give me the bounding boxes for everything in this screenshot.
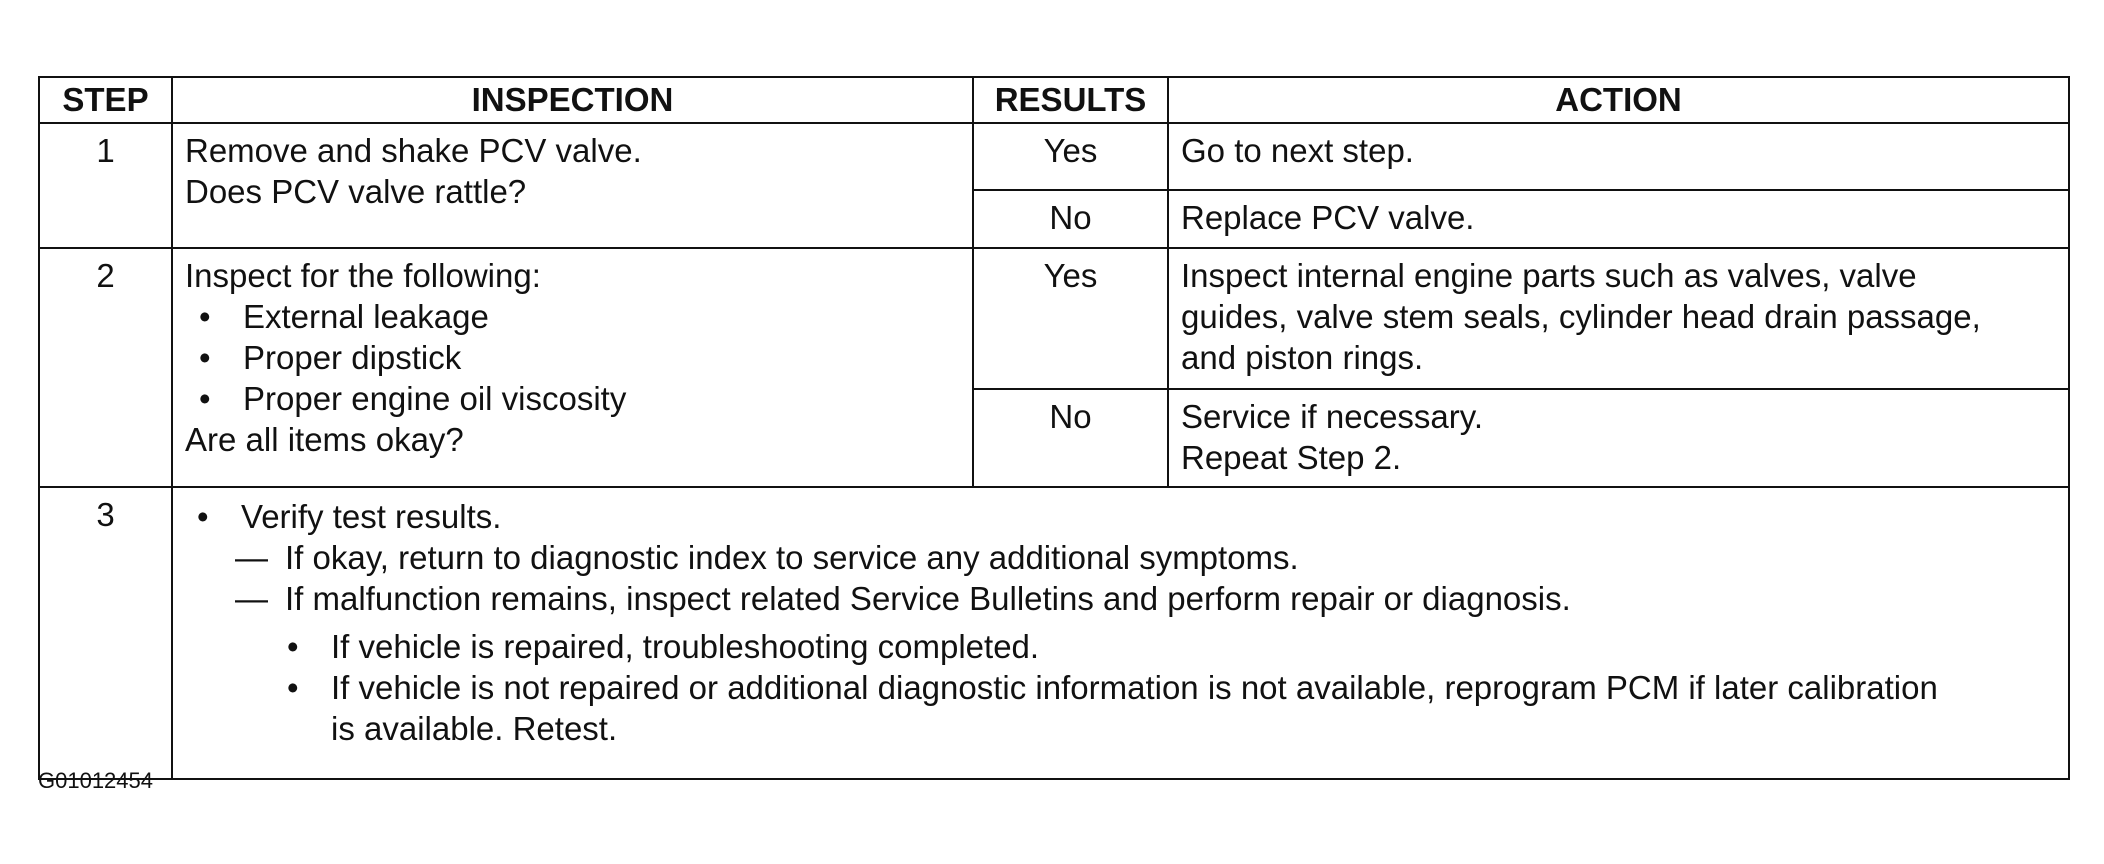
inspection-text: Inspect for the following: [185, 257, 541, 294]
header-action: ACTION [1168, 77, 2069, 123]
sub-bullet-item: • If vehicle is repaired, troubleshooting completed. [173, 626, 2058, 667]
dash-glyph: — [235, 580, 268, 617]
action-text: Service if necessary. [1181, 398, 1483, 435]
action-cell [1168, 389, 2069, 487]
action-cell [1168, 123, 2069, 190]
step3-cell [172, 487, 2069, 779]
step3-content [173, 488, 2068, 759]
verify-bullet: • Verify test results. [173, 496, 2058, 537]
header-step: STEP [39, 77, 172, 123]
inspection-cell [172, 248, 973, 487]
diagnostic-table [38, 76, 2070, 780]
list-item: • Proper engine oil viscosity [185, 378, 962, 419]
table-header-row [39, 77, 2069, 123]
action-text: Go to next step. [1181, 132, 1414, 169]
step-number: 3 [39, 487, 172, 779]
dash-text: If malfunction remains, inspect related Service Bulletins and perform repair or diagnosis. [285, 580, 1571, 617]
header-results: RESULTS [973, 77, 1168, 123]
header-inspection: INSPECTION [172, 77, 973, 123]
dash-glyph: — [235, 539, 268, 576]
action-cell [1168, 248, 2069, 389]
inspection-text: Remove and shake PCV valve. [185, 132, 642, 169]
action-text: Inspect internal engine parts such as valves, valve [1181, 257, 1917, 294]
table-row [39, 123, 2069, 190]
result-yes: Yes [973, 248, 1168, 389]
result-no: No [973, 389, 1168, 487]
action-cell [1168, 190, 2069, 248]
list-item: • External leakage [185, 296, 962, 337]
sub-bullet-item: • If vehicle is not repaired or additional diagnostic information is not available, reprogram PCM if later calibration is available. Retest. [173, 667, 2058, 749]
result-no: No [973, 190, 1168, 248]
table-row [39, 248, 2069, 389]
sub-bullet-group [173, 626, 2058, 749]
inspection-bullet-list [185, 296, 962, 419]
dash-text: If okay, return to diagnostic index to service any additional symptoms. [285, 539, 1299, 576]
dash-item [173, 578, 2058, 619]
result-yes: Yes [973, 123, 1168, 190]
action-text: Replace PCV valve. [1181, 199, 1475, 236]
action-text: and piston rings. [1181, 339, 1424, 376]
step-number: 1 [39, 123, 172, 248]
figure-id: G01012454 [38, 768, 153, 793]
action-text: guides, valve stem seals, cylinder head drain passage, [1181, 298, 1981, 335]
inspection-cell [172, 123, 973, 248]
table-row [39, 487, 2069, 779]
inspection-text: Does PCV valve rattle? [185, 173, 527, 210]
action-text: Repeat Step 2. [1181, 439, 1402, 476]
dash-item [173, 537, 2058, 578]
inspection-question: Are all items okay? [185, 421, 464, 458]
step-number: 2 [39, 248, 172, 487]
list-item: • Proper dipstick [185, 337, 962, 378]
